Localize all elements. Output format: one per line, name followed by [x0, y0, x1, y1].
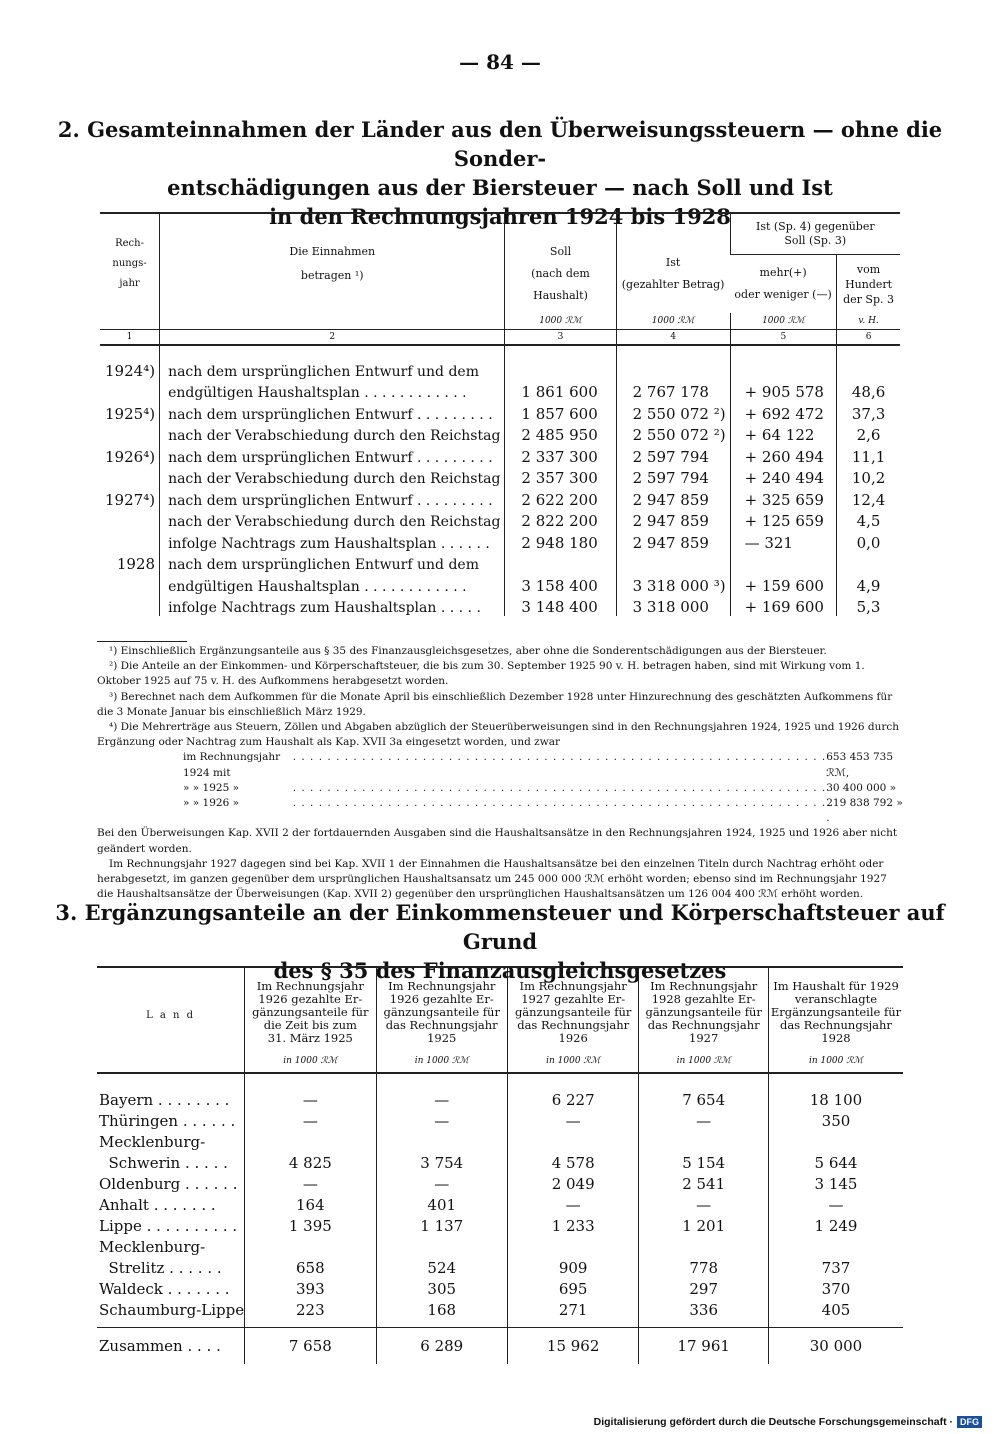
amount-value-1924: 653 453 735 ℛℳ, — [826, 751, 894, 779]
value-cell: 6 227 — [507, 1073, 638, 1109]
table-row — [100, 401, 900, 423]
land-cell: Bayern . . . . . . . . — [99, 1091, 230, 1109]
description-cell: infolge Nachtrags zum Haushaltsplan . . . . . . — [160, 530, 505, 552]
value-cell — [507, 1235, 638, 1256]
amount-row-1925: » » 1925 » . . . . . . . . . . . . . . . . . . . . . . . . . . . . . . . . . . . . . . . . . . . . . . . . . . . . . . . . . . . . . . 30 400 000 » — [97, 781, 903, 796]
table-row — [97, 1172, 903, 1193]
land-cell: Anhalt . . . . . . . — [99, 1196, 216, 1214]
colnum-5: 5 — [730, 330, 837, 346]
total-label: Zusammen . . . . — [97, 1328, 245, 1365]
value-cell: 5 644 — [768, 1151, 903, 1172]
table-row — [100, 573, 900, 595]
value-cell: 778 — [639, 1256, 769, 1277]
table-row — [100, 444, 900, 466]
value-cell: 336 — [639, 1298, 769, 1319]
table-row — [97, 1235, 903, 1256]
description-cell: nach der Verabschiedung durch den Reichstag — [160, 509, 505, 531]
table-row — [97, 1193, 903, 1214]
value-cell: 401 — [376, 1193, 507, 1214]
unit-pct: v. H. — [837, 313, 900, 330]
value-cell: 271 — [507, 1298, 638, 1319]
colnum-4: 4 — [616, 330, 730, 346]
table-row — [97, 1109, 903, 1130]
difference-cell — [730, 358, 837, 380]
land-cell: Strelitz . . . . . . — [99, 1259, 222, 1277]
value-cell — [639, 1130, 769, 1151]
footnote-2: ²) Die Anteile an der Einkommen- und Körperschaftsteuer, die bis zum 30. September 1925 90 v. H. betragen haben, sind mit Wirkung vom 1. Oktober 1925 auf 75 v. H. des Aufkommens herabgesetzt worden. — [97, 660, 865, 688]
description-cell: endgültigen Haushaltsplan . . . . . . . . . . . . — [160, 573, 505, 595]
unit-c2: in 1000 ℛℳ — [376, 1050, 507, 1073]
section2-title-line3: in den Rechnungsjahren 1924 bis 1928 — [269, 204, 731, 229]
difference-cell: + 260 494 — [730, 444, 837, 466]
year-cell — [100, 380, 160, 402]
value-cell: 4 578 — [507, 1151, 638, 1172]
difference-cell — [730, 552, 837, 574]
land-cell: Thüringen . . . . . . — [99, 1112, 236, 1130]
header-c4: Im Rechnungsjahr 1928 gezahlte Er- gänzungsanteile für das Rechnungsjahr 1927 — [639, 967, 769, 1050]
section3-table — [97, 966, 903, 1364]
unit-c4: in 1000 ℛℳ — [639, 1050, 769, 1073]
value-cell: 658 — [245, 1256, 376, 1277]
footnote-1: ¹) Einschließlich Ergänzungsanteile aus § 35 des Finanzausgleichsgesetzes, aber ohne die Sonderentschädigungen aus der Biersteuer. — [109, 645, 827, 657]
description-cell: nach der Verabschiedung durch den Reichstag — [160, 466, 505, 488]
value-cell: — — [639, 1193, 769, 1214]
table-row — [100, 595, 900, 617]
year-cell: 1928 — [116, 555, 156, 573]
soll-cell: 2 822 200 — [505, 509, 616, 531]
dfg-logo: DFG — [957, 1416, 982, 1428]
difference-cell: + 125 659 — [730, 509, 837, 531]
footnote-rule — [97, 641, 187, 642]
year-cell — [100, 423, 160, 445]
header-rechnungsjahr: Rech- nungs- jahr — [100, 213, 160, 313]
value-cell: 3 145 — [768, 1172, 903, 1193]
description-cell: nach dem ursprünglichen Entwurf . . . . . . . . . — [160, 401, 505, 423]
value-cell — [376, 1235, 507, 1256]
value-cell: 737 — [768, 1256, 903, 1277]
ist-cell: 2 947 859 — [616, 530, 730, 552]
value-cell — [376, 1130, 507, 1151]
amount-row-1926: » » 1926 » . . . . . . . . . . . . . . . . . . . . . . . . . . . . . . . . . . . . . . . . . . . . . . . . . . . . . . . . . . . . . . 219 838 792 » . — [97, 796, 903, 826]
amount-label-1924: im Rechnungsjahr 1924 mit — [183, 751, 281, 779]
table-row — [97, 1277, 903, 1298]
header-c3: Im Rechnungsjahr 1927 gezahlte Er- gänzungsanteile für das Rechnungsjahr 1926 — [507, 967, 638, 1050]
section3-title-line1: 3. Ergänzungsanteile an der Einkommensteuer und Körperschaftsteuer auf Grund — [55, 900, 945, 954]
difference-cell: + 240 494 — [730, 466, 837, 488]
difference-cell: + 169 600 — [730, 595, 837, 617]
percent-cell: 0,0 — [837, 530, 900, 552]
percent-cell: 12,4 — [837, 487, 900, 509]
percent-cell: 4,5 — [837, 509, 900, 531]
percent-cell: 5,3 — [837, 595, 900, 617]
header-c1: Im Rechnungsjahr 1926 gezahlte Er- gänzungsanteile für die Zeit bis zum 31. März 1925 — [245, 967, 376, 1050]
value-cell: — — [768, 1193, 903, 1214]
table-row — [100, 380, 900, 402]
unit-diff: 1000 ℛℳ — [730, 313, 837, 330]
table-row — [97, 1151, 903, 1172]
difference-cell: + 692 472 — [730, 401, 837, 423]
value-cell: 2 049 — [507, 1172, 638, 1193]
percent-cell: 10,2 — [837, 466, 900, 488]
land-cell: Lippe . . . . . . . . . . — [99, 1217, 238, 1235]
unit-c3: in 1000 ℛℳ — [507, 1050, 638, 1073]
unit-soll: 1000 ℛℳ — [505, 313, 616, 330]
colnum-3: 3 — [505, 330, 616, 346]
section2-table — [100, 212, 900, 616]
header-einnahmen: Die Einnahmen betragen ¹) — [160, 213, 505, 313]
value-cell: — — [245, 1073, 376, 1109]
value-cell: — — [507, 1193, 638, 1214]
footnote-paragraph-2: Im Rechnungsjahr 1927 dagegen sind bei Kap. XVII 1 der Einnahmen die Haushaltsansätze bei den einzelnen Titeln durch Nachtrag erhöht oder herabgesetzt, im ganzen gegenüber dem ursprünglichen Haushaltsansatz um 245 000 000 ℛℳ erhöht worden; ebenso sind im Rechnungsjahr 1927 die Haushaltsansätze der Überweisungen (Kap. XVII 2) gegenüber den ursprünglichen Haushaltsansätzen um 126 004 400 ℛℳ erhöht worden. — [97, 857, 887, 901]
value-cell: 524 — [376, 1256, 507, 1277]
value-cell: 297 — [639, 1277, 769, 1298]
soll-cell — [505, 358, 616, 380]
value-cell: — — [245, 1109, 376, 1130]
header-mehr-weniger: mehr(+) oder weniger (—) — [734, 266, 832, 301]
value-cell: 1 137 — [376, 1214, 507, 1235]
ist-cell: 2 597 794 — [616, 444, 730, 466]
value-cell: 7 654 — [639, 1073, 769, 1109]
description-cell: endgültigen Haushaltsplan . . . . . . . . . . . . — [160, 380, 505, 402]
value-cell: — — [507, 1109, 638, 1130]
difference-cell: + 905 578 — [730, 380, 837, 402]
land-cell: Mecklenburg- — [99, 1238, 206, 1256]
table-row — [97, 1298, 903, 1319]
description-cell: nach dem ursprünglichen Entwurf und dem — [160, 552, 505, 574]
soll-cell: 2 337 300 — [505, 444, 616, 466]
year-cell: 1924⁴) — [105, 361, 156, 380]
value-cell: — — [376, 1073, 507, 1109]
ist-cell: 3 318 000 — [616, 595, 730, 617]
table-row — [100, 530, 900, 552]
percent-cell: 11,1 — [837, 444, 900, 466]
soll-cell: 3 158 400 — [505, 573, 616, 595]
year-cell — [100, 595, 160, 617]
header-c5: Im Haushalt für 1929 veranschlagte Ergänzungsanteile für das Rechnungsjahr 1928 — [768, 967, 903, 1050]
value-cell: 909 — [507, 1256, 638, 1277]
table-row — [100, 358, 900, 380]
value-cell: 223 — [245, 1298, 376, 1319]
ist-cell — [616, 552, 730, 574]
footnote-paragraph-1: Bei den Überweisungen Kap. XVII 2 der fortdauernden Ausgaben sind die Haushaltsansätze in den Rechnungsjahren 1924, 1925 und 1926 aber nicht geändert worden. — [97, 827, 898, 855]
value-cell — [768, 1235, 903, 1256]
value-cell: — — [376, 1109, 507, 1130]
value-cell: 1 249 — [768, 1214, 903, 1235]
value-cell — [245, 1235, 376, 1256]
difference-cell: + 64 122 — [730, 423, 837, 445]
table-row — [97, 1130, 903, 1151]
value-cell: 1 201 — [639, 1214, 769, 1235]
year-cell: 1926⁴) — [105, 447, 156, 466]
land-cell: Schwerin . . . . . — [99, 1154, 228, 1172]
header-soll: Soll (nach dem Haushalt) — [505, 213, 616, 313]
unit-ist: 1000 ℛℳ — [616, 313, 730, 330]
percent-cell — [837, 358, 900, 380]
value-cell — [245, 1130, 376, 1151]
year-cell — [100, 466, 160, 488]
soll-cell: 3 148 400 — [505, 595, 616, 617]
table-row — [97, 1073, 903, 1109]
ist-cell — [616, 358, 730, 380]
value-cell: 1 233 — [507, 1214, 638, 1235]
year-cell — [100, 509, 160, 531]
soll-cell: 2 485 950 — [505, 423, 616, 445]
amount-label-1925: » » 1925 » — [183, 781, 240, 794]
value-cell: 4 825 — [245, 1151, 376, 1172]
ist-cell: 2 550 072 ²) — [616, 423, 730, 445]
header-ist-gegenueber-soll: Ist (Sp. 4) gegenüber Soll (Sp. 3) — [730, 213, 900, 255]
footnote-3: ³) Berechnet nach dem Aufkommen für die Monate April bis einschließlich Dezember 1928 unter Hinzurechnung des geschätzten Aufkommens für die 3 Monate Januar bis einschließlich März 1929. — [97, 690, 893, 718]
unit-c1: in 1000 ℛℳ — [245, 1050, 376, 1073]
total-value: 6 289 — [376, 1328, 507, 1365]
ist-cell: 2 947 859 — [616, 487, 730, 509]
land-cell: Mecklenburg- — [99, 1133, 206, 1151]
year-cell — [100, 573, 160, 595]
value-cell — [639, 1235, 769, 1256]
header-c2: Im Rechnungsjahr 1926 gezahlte Er- gänzungsanteile für das Rechnungsjahr 1925 — [376, 967, 507, 1050]
table-row — [97, 1214, 903, 1235]
soll-cell: 2 948 180 — [505, 530, 616, 552]
ist-cell: 2 947 859 — [616, 509, 730, 531]
amount-row-1924: im Rechnungsjahr 1924 mit . . . . . . . . . . . . . . . . . . . . . . . . . . . . . . . . . . . . . . . . . . . . . . . . . . . . . . . . . . . . . . 653 453 735 ℛℳ, — [97, 750, 903, 780]
description-cell: nach dem ursprünglichen Entwurf . . . . . . . . . — [160, 444, 505, 466]
value-cell: 5 154 — [639, 1151, 769, 1172]
value-cell: 168 — [376, 1298, 507, 1319]
percent-cell: 48,6 — [837, 380, 900, 402]
value-cell: 18 100 — [768, 1073, 903, 1109]
section2-title-line1: 2. Gesamteinnahmen der Länder aus den Überweisungssteuern — ohne die Sonder- — [57, 117, 943, 171]
value-cell: 305 — [376, 1277, 507, 1298]
difference-cell: — 321 — [730, 530, 837, 552]
soll-cell: 2 622 200 — [505, 487, 616, 509]
difference-cell: + 325 659 — [730, 487, 837, 509]
amount-value-1926: 219 838 792 » . — [826, 797, 903, 825]
total-row — [97, 1328, 903, 1365]
ist-cell: 2 550 072 ²) — [616, 401, 730, 423]
table-row — [97, 1256, 903, 1277]
table-row — [100, 466, 900, 488]
header-vom-hundert: vom Hundert der Sp. 3 — [837, 255, 900, 314]
total-value: 30 000 — [768, 1328, 903, 1365]
value-cell: 350 — [768, 1109, 903, 1130]
value-cell — [507, 1130, 638, 1151]
land-cell: Waldeck . . . . . . . — [99, 1280, 230, 1298]
amount-value-1925: 30 400 000 » — [826, 781, 897, 794]
difference-cell: + 159 600 — [730, 573, 837, 595]
colnum-2: 2 — [160, 330, 505, 346]
value-cell: 405 — [768, 1298, 903, 1319]
value-cell: 2 541 — [639, 1172, 769, 1193]
page-number: — 84 — — [459, 50, 541, 74]
description-cell: nach dem ursprünglichen Entwurf und dem — [160, 358, 505, 380]
footer-text: Digitalisierung gefördert durch die Deutsche Forschungsgemeinschaft · — [593, 1416, 953, 1428]
table-row — [100, 552, 900, 574]
percent-cell — [837, 552, 900, 574]
total-value: 17 961 — [639, 1328, 769, 1365]
table-row — [100, 423, 900, 445]
description-cell: nach der Verabschiedung durch den Reichstag — [160, 423, 505, 445]
year-cell — [100, 530, 160, 552]
description-cell: infolge Nachtrags zum Haushaltsplan . . . . . — [160, 595, 505, 617]
footer — [594, 1416, 982, 1428]
unit-c5: in 1000 ℛℳ — [768, 1050, 903, 1073]
value-cell: — — [376, 1172, 507, 1193]
colnum-6: 6 — [837, 330, 900, 346]
soll-cell: 2 357 300 — [505, 466, 616, 488]
ist-cell: 3 318 000 ³) — [616, 573, 730, 595]
section3-title-line2: des § 35 des Finanzausgleichsgesetzes — [273, 958, 727, 983]
value-cell — [768, 1130, 903, 1151]
land-cell: Schaumburg-Lippe — [99, 1301, 245, 1319]
percent-cell: 4,9 — [837, 573, 900, 595]
colnum-1: 1 — [100, 330, 160, 346]
year-cell: 1927⁴) — [105, 490, 156, 509]
percent-cell: 2,6 — [837, 423, 900, 445]
ist-cell: 2 597 794 — [616, 466, 730, 488]
table-row — [100, 487, 900, 509]
table-row — [100, 509, 900, 531]
value-cell: 370 — [768, 1277, 903, 1298]
footnote-4: ⁴) Die Mehrerträge aus Steuern, Zöllen und Abgaben abzüglich der Steuerüberweisungen sind in den Rechnungsjahren 1924, 1925 und 1926 durch Ergänzung oder Nachtrag zum Haushalt als Kap. XVII 3a eingesetzt worden, und zwar — [97, 721, 899, 749]
total-value: 15 962 — [507, 1328, 638, 1365]
value-cell: — — [245, 1172, 376, 1193]
total-value: 7 658 — [245, 1328, 376, 1365]
soll-cell: 1 861 600 — [505, 380, 616, 402]
value-cell: — — [639, 1109, 769, 1130]
header-land: L a n d — [97, 967, 245, 1050]
percent-cell: 37,3 — [837, 401, 900, 423]
section2-title-line2: entschädigungen aus der Biersteuer — nach Soll und Ist — [167, 175, 833, 200]
ist-cell: 2 767 178 — [616, 380, 730, 402]
value-cell: 1 395 — [245, 1214, 376, 1235]
land-cell: Oldenburg . . . . . . — [99, 1175, 238, 1193]
value-cell: 393 — [245, 1277, 376, 1298]
amount-label-1926: » » 1926 » — [183, 797, 240, 810]
value-cell: 695 — [507, 1277, 638, 1298]
value-cell: 3 754 — [376, 1151, 507, 1172]
value-cell: 164 — [245, 1193, 376, 1214]
description-cell: nach dem ursprünglichen Entwurf . . . . . . . . . — [160, 487, 505, 509]
footnotes — [97, 641, 903, 902]
soll-cell: 1 857 600 — [505, 401, 616, 423]
year-cell: 1925⁴) — [105, 404, 156, 423]
header-ist: Ist (gezahlter Betrag) — [616, 213, 730, 313]
soll-cell — [505, 552, 616, 574]
